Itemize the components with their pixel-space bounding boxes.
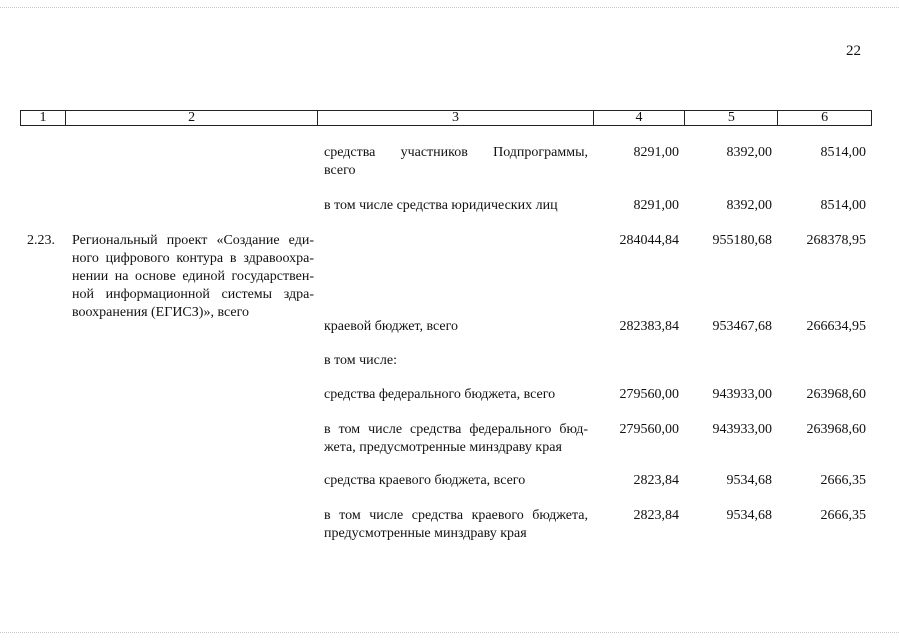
row-label: краевой бюджет, всего	[324, 319, 459, 334]
table-header-row	[20, 110, 872, 126]
section-number: 2.23.	[27, 233, 55, 248]
row-label: средства краевого бюджета, всего	[324, 473, 526, 488]
value-col5: 953467,68	[712, 319, 772, 334]
page-number: 22	[846, 43, 861, 59]
value-col5: 9534,68	[726, 508, 772, 523]
scan-edge-top	[0, 7, 899, 8]
value-col4: 282383,84	[619, 319, 679, 334]
column-header-2: 2	[66, 111, 318, 125]
column-header-6: 6	[821, 110, 829, 125]
value-col6: 2666,35	[820, 508, 866, 523]
value-col5: 9534,68	[726, 473, 772, 488]
value-col4: 279560,00	[619, 422, 679, 437]
column-header-1: 1	[21, 111, 66, 125]
row-label: в том числе средства федерального бюд- жета, предусмотренные минздраву края	[324, 422, 588, 455]
value-col4: 8291,00	[633, 145, 679, 160]
value-col5: 8392,00	[726, 198, 772, 213]
value-col6: 266634,95	[806, 319, 866, 334]
value-col4: 284044,84	[619, 233, 679, 248]
value-col6: 263968,60	[806, 422, 866, 437]
value-col4: 2823,84	[633, 508, 679, 523]
column-header-4: 4	[594, 111, 686, 125]
column-header-5: 5	[685, 111, 778, 125]
row-label: средства участников Подпрограммы, всего	[324, 145, 588, 178]
value-col4: 279560,00	[619, 387, 679, 402]
column-header-3: 3	[318, 111, 593, 125]
value-col6: 8514,00	[820, 198, 866, 213]
value-col5: 8392,00	[726, 145, 772, 160]
value-col5: 943933,00	[712, 422, 772, 437]
project-title: Региональный проект «Создание еди- ного цифрового контура в здравоохра- нении на основе единой государствен- ной информационной системы здра- воохранения (ЕГИСЗ)», всего	[72, 233, 314, 320]
row-label: средства федерального бюджета, всего	[324, 387, 556, 402]
value-col4: 8291,00	[633, 198, 679, 213]
value-col6: 263968,60	[806, 387, 866, 402]
value-col4: 2823,84	[633, 473, 679, 488]
value-col5: 955180,68	[712, 233, 772, 248]
value-col5: 943933,00	[712, 387, 772, 402]
value-col6: 8514,00	[820, 145, 866, 160]
row-label: в том числе:	[324, 353, 397, 368]
row-label: в том числе средства краевого бюджета, предусмотренные минздраву края	[324, 508, 588, 541]
scan-edge-bottom	[0, 632, 899, 633]
value-col6: 268378,95	[806, 233, 866, 248]
value-col6: 2666,35	[820, 473, 866, 488]
row-label: в том числе средства юридических лиц	[324, 198, 558, 213]
